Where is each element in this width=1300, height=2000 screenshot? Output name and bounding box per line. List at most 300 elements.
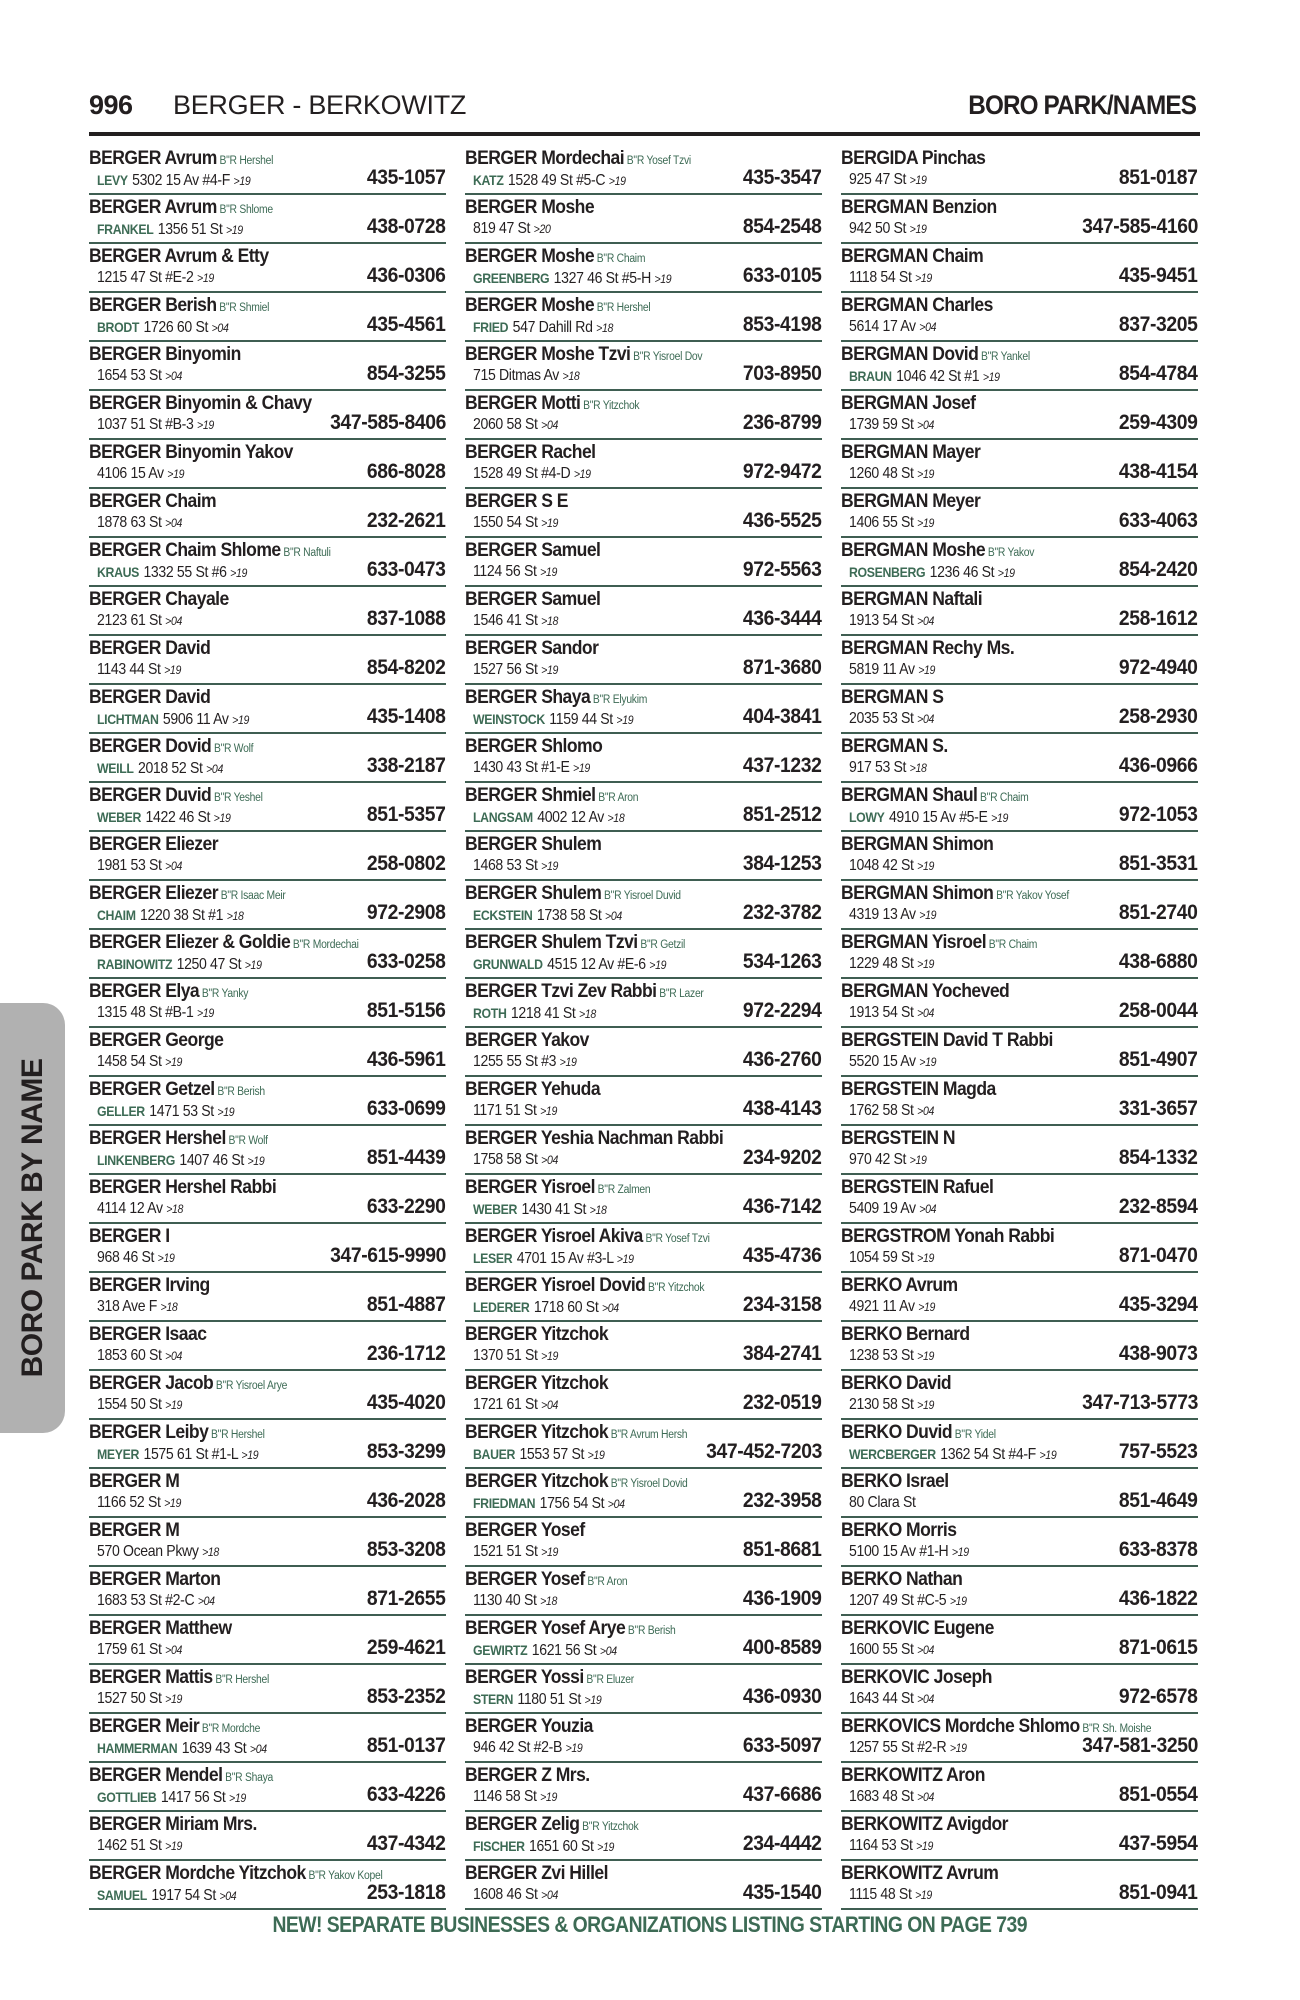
entry-zip-code: >18 xyxy=(562,369,580,383)
entry-address-line xyxy=(849,464,934,484)
page-header xyxy=(89,88,1200,136)
entry-father-name: B"R Yitzchok xyxy=(582,1821,639,1833)
entry-address: 2130 58 St xyxy=(849,1396,914,1413)
entry-zip-code: >19 xyxy=(247,1154,265,1168)
entry-zip-code: >19 xyxy=(213,811,231,825)
entry-given-name: Hershel Rabbi xyxy=(165,1176,277,1198)
entry-surname: BERGER xyxy=(89,588,161,610)
listing-entry xyxy=(841,783,1198,832)
entry-address-line xyxy=(473,709,633,730)
entry-name-line xyxy=(89,441,293,463)
entry-given-name: Rechy Ms. xyxy=(932,637,1015,659)
entry-surname: BERGER xyxy=(465,196,537,218)
entry-given-name: Sandor xyxy=(541,637,599,659)
entry-phone: 436-2028 xyxy=(367,1489,446,1512)
listing-entry xyxy=(465,146,822,195)
entry-phone: 436-1822 xyxy=(1119,1587,1198,1610)
entry-name-line xyxy=(465,539,600,561)
entry-phone: 438-9073 xyxy=(1119,1342,1198,1365)
listing-entry xyxy=(465,1322,822,1371)
entry-surname: BERGMAN xyxy=(841,980,928,1002)
entry-phone: 851-0137 xyxy=(367,1734,446,1757)
entry-surname: BERGER xyxy=(89,1617,161,1639)
entry-phone: 703-8950 xyxy=(743,362,822,385)
entry-father-name: B"R Aron xyxy=(598,792,639,804)
entry-address-line xyxy=(849,1052,936,1072)
listing-entry xyxy=(465,587,822,636)
entry-phone: 437-1232 xyxy=(743,754,822,777)
entry-name-line xyxy=(841,784,1028,809)
listing-entry xyxy=(841,832,1198,881)
entry-address-line xyxy=(849,660,935,680)
entry-zip-code: >04 xyxy=(917,712,935,726)
entry-zip-code: >19 xyxy=(917,516,935,530)
entry-address: 1218 41 St xyxy=(510,1005,576,1022)
entry-surname: BERGER xyxy=(89,1421,161,1443)
entry-maiden-name: LICHTMAN xyxy=(97,711,159,727)
entry-address: 1621 56 St xyxy=(531,1642,597,1659)
listing-entry xyxy=(89,783,446,832)
entry-name-line xyxy=(465,1470,688,1495)
listing-entry xyxy=(89,685,446,734)
entry-name-line xyxy=(465,1715,593,1737)
listing-entry xyxy=(89,636,446,685)
entry-phone: 853-3299 xyxy=(367,1440,446,1463)
entry-name-line xyxy=(89,1813,257,1835)
entry-name-line xyxy=(89,1470,179,1492)
entry-surname: BERGER xyxy=(465,539,537,561)
entry-address: 1430 43 St #1-E xyxy=(473,759,570,776)
entry-name-line xyxy=(841,343,1030,368)
entry-given-name: Chayale xyxy=(165,588,229,610)
entry-phone: 400-8589 xyxy=(743,1636,822,1659)
entry-phone: 851-2740 xyxy=(1119,901,1198,924)
entry-surname: BERGER xyxy=(89,1666,161,1688)
entry-given-name: S. xyxy=(932,735,948,757)
entry-name-line xyxy=(89,735,253,760)
entry-phone: 854-2548 xyxy=(743,215,822,238)
entry-address: 942 50 St xyxy=(849,220,907,237)
entry-address: 1528 49 St #5-C xyxy=(507,172,606,189)
entry-maiden-name: LINKENBERG xyxy=(97,1152,175,1168)
entry-zip-code: >19 xyxy=(587,1448,605,1462)
listing-entry xyxy=(89,734,446,783)
entry-phone: 871-0615 xyxy=(1119,1636,1198,1659)
entry-surname: BERGER xyxy=(89,392,161,414)
entry-given-name: Mordechai xyxy=(541,147,625,169)
entry-zip-code: >19 xyxy=(919,908,937,922)
entry-phone: 232-3782 xyxy=(743,901,822,924)
entry-surname: BERGER xyxy=(89,1323,161,1345)
entry-name-line xyxy=(841,1617,994,1639)
entry-name-line xyxy=(465,735,602,757)
entry-phone: 633-4063 xyxy=(1119,509,1198,532)
entry-surname: BERGMAN xyxy=(841,931,928,953)
entry-maiden-name: GELLER xyxy=(97,1103,145,1119)
entry-given-name: Yosef xyxy=(540,1568,585,1590)
entry-address: 1115 48 St xyxy=(849,1886,912,1903)
listing-entry xyxy=(89,1224,446,1273)
entry-name-line xyxy=(465,931,685,956)
entry-name-line xyxy=(841,245,983,267)
entry-address-line xyxy=(473,905,622,926)
listing-entry xyxy=(841,587,1198,636)
entry-address: 1118 54 St xyxy=(849,269,912,286)
entry-given-name: Naftali xyxy=(932,588,983,610)
entry-address: 1215 47 St #E-2 xyxy=(97,269,194,286)
entry-address-line xyxy=(473,1885,558,1905)
entry-name-line xyxy=(465,343,702,368)
entry-given-name: Joseph xyxy=(933,1666,992,1688)
entry-address: 1917 54 St xyxy=(151,1887,216,1904)
listing-entry xyxy=(89,1812,446,1861)
entry-zip-code: >19 xyxy=(982,370,1000,384)
entry-address: 1422 46 St xyxy=(145,809,211,826)
listing-entry xyxy=(465,685,822,734)
entry-father-name: B"R Chaim xyxy=(596,253,646,265)
entry-given-name: Mayer xyxy=(932,441,981,463)
listing-entry xyxy=(841,1616,1198,1665)
entry-address-line xyxy=(97,954,262,975)
entry-given-name: Yocheved xyxy=(931,980,1010,1002)
entry-name-line xyxy=(841,1274,958,1296)
entry-address: 1370 51 St xyxy=(473,1347,538,1364)
entry-phone: 435-1540 xyxy=(743,1881,822,1904)
entry-maiden-name: ROTH xyxy=(473,1005,507,1021)
entry-given-name: Meyer xyxy=(932,490,981,512)
entry-father-name: B"R Yosef Tzvi xyxy=(626,155,691,167)
entry-zip-code: >19 xyxy=(584,1693,602,1707)
listing-entry xyxy=(841,1028,1198,1077)
entry-name-line xyxy=(841,1764,985,1786)
listing-entry xyxy=(465,244,822,293)
listing-entry xyxy=(841,195,1198,244)
listing-entry xyxy=(465,1028,822,1077)
entry-phone: 232-0519 xyxy=(743,1391,822,1414)
entry-given-name: Rafuel xyxy=(942,1176,994,1198)
entry-given-name: Youzia xyxy=(540,1715,593,1737)
entry-name-line xyxy=(465,637,598,659)
entry-address-line xyxy=(473,758,590,778)
entry-address: 1143 44 St xyxy=(97,661,161,678)
entry-name-line xyxy=(841,1029,1053,1051)
listing-entry xyxy=(465,1175,822,1224)
entry-given-name: Samuel xyxy=(541,588,601,610)
entry-zip-code: >18 xyxy=(166,1202,184,1216)
entry-surname: BERGER xyxy=(465,1862,537,1884)
entry-address-line xyxy=(97,1297,177,1317)
entry-surname: BERGER xyxy=(465,343,537,365)
entry-given-name: Pinchas xyxy=(921,147,986,169)
listing-entry xyxy=(465,881,822,930)
entry-phone: 972-2908 xyxy=(367,901,446,924)
entry-father-name: B"R Wolf xyxy=(213,743,254,755)
entry-surname: BERGER xyxy=(465,931,537,953)
entry-surname: BERGER xyxy=(465,1225,537,1247)
listing-entry xyxy=(89,1077,446,1126)
listing-entry xyxy=(465,1812,822,1861)
entry-zip-code: >19 xyxy=(917,1349,935,1363)
entry-address: 5906 11 Av xyxy=(162,711,229,728)
entry-address-line xyxy=(849,219,927,239)
entry-father-name: B"R Yisroel Duvid xyxy=(604,890,681,902)
entry-address-line xyxy=(97,1346,182,1366)
entry-surname: BERGER xyxy=(89,784,161,806)
entry-surname: BERGMAN xyxy=(841,833,928,855)
entry-address-line xyxy=(849,317,936,337)
entry-phone: 436-5525 xyxy=(743,509,822,532)
entry-address-line xyxy=(473,1346,558,1366)
entry-zip-code: >19 xyxy=(616,1252,634,1266)
entry-name-line xyxy=(89,1372,287,1397)
entry-address: 5302 15 Av #4-F xyxy=(132,172,230,189)
listing-entry xyxy=(841,489,1198,538)
entry-address: 1878 63 St xyxy=(97,514,162,531)
side-tab-label: BORO PARK BY NAME xyxy=(15,1058,49,1378)
entry-zip-code: >04 xyxy=(249,1742,267,1756)
entry-name-line xyxy=(465,588,600,610)
entry-zip-code: >20 xyxy=(533,222,551,236)
entry-phone: 972-6578 xyxy=(1119,1685,1198,1708)
entry-surname: BERKOWITZ xyxy=(841,1862,943,1884)
entry-zip-code: >19 xyxy=(197,418,214,432)
entry-zip-code: >18 xyxy=(541,614,559,628)
entry-surname: BERGER xyxy=(465,980,537,1002)
entry-zip-code: >19 xyxy=(541,663,559,677)
entry-address-line xyxy=(97,513,182,533)
entry-maiden-name: FRIED xyxy=(473,319,509,335)
entry-name-line xyxy=(89,588,229,610)
entry-name-line xyxy=(89,1323,206,1345)
entry-address: 1257 55 St #2-R xyxy=(849,1739,947,1756)
entry-maiden-name: GRUNWALD xyxy=(473,956,543,972)
entry-zip-code: >19 xyxy=(230,566,247,580)
entry-address: 1164 53 St xyxy=(849,1837,913,1854)
entry-maiden-name: LEDERER xyxy=(473,1299,530,1315)
entry-zip-code: >04 xyxy=(919,1202,937,1216)
listing-entry xyxy=(841,1861,1198,1910)
entry-surname: BERGER xyxy=(465,882,537,904)
listing-entry xyxy=(89,881,446,930)
listing-entry xyxy=(841,1273,1198,1322)
entry-zip-code: >19 xyxy=(217,1105,235,1119)
entry-zip-code: >04 xyxy=(601,1301,619,1315)
listing-entry xyxy=(465,734,822,783)
entry-zip-code: >19 xyxy=(541,1545,559,1559)
entry-address-line xyxy=(473,317,613,338)
entry-address-line xyxy=(473,562,557,582)
entry-surname: BERGER xyxy=(465,1617,537,1639)
entry-surname: BERGER xyxy=(89,1813,161,1835)
listing-entry xyxy=(841,146,1198,195)
entry-address-line xyxy=(97,1689,182,1709)
entry-father-name: B"R Getzil xyxy=(640,939,686,951)
entry-name-line xyxy=(465,1421,687,1446)
entry-given-name: Yitzchok xyxy=(540,1470,609,1492)
entry-phone: 232-2621 xyxy=(367,509,446,532)
entry-name-line xyxy=(841,196,997,218)
entry-phone: 851-8681 xyxy=(743,1538,822,1561)
entry-address: 5409 19 Av xyxy=(849,1200,916,1217)
entry-address: 970 42 St xyxy=(849,1151,907,1168)
entry-surname: BERGER xyxy=(465,1421,537,1443)
listing-entry xyxy=(841,1812,1198,1861)
entry-address-line xyxy=(473,1101,557,1121)
entry-address: 1553 57 St xyxy=(519,1446,585,1463)
entry-zip-code: >04 xyxy=(165,614,183,628)
entry-maiden-name: WEBER xyxy=(97,809,142,825)
entry-name-line xyxy=(465,147,691,172)
entry-maiden-name: BRODT xyxy=(97,319,140,335)
entry-given-name: Moshe Tzvi xyxy=(541,343,631,365)
entry-phone: 851-5156 xyxy=(367,999,446,1022)
entry-given-name: Meir xyxy=(165,1715,200,1737)
entry-surname: BERGER xyxy=(89,1078,161,1100)
entry-given-name: Binyomin Yakov xyxy=(165,441,293,463)
entry-name-line xyxy=(841,294,993,316)
entry-zip-code: >04 xyxy=(599,1644,617,1658)
entry-address: 1332 55 St #6 xyxy=(143,564,227,581)
entry-name-line xyxy=(841,1078,996,1100)
entry-name-line xyxy=(841,588,982,610)
entry-given-name: Israel xyxy=(906,1470,949,1492)
entry-father-name: B"R Yitzchok xyxy=(583,400,640,412)
entry-address-line xyxy=(97,268,214,288)
entry-maiden-name: ECKSTEIN xyxy=(473,907,533,923)
entry-phone: 854-2420 xyxy=(1119,558,1198,581)
entry-address: 4515 12 Av #E-6 xyxy=(547,956,646,973)
entry-surname: BERGER xyxy=(89,1274,161,1296)
entry-phone: 854-3255 xyxy=(367,362,446,385)
entry-father-name: B"R Elyukim xyxy=(592,694,648,706)
entry-zip-code: >19 xyxy=(997,566,1015,580)
entry-address: 5520 15 Av xyxy=(849,1053,916,1070)
entry-address-line xyxy=(849,954,934,974)
entry-given-name: Shimon xyxy=(932,833,994,855)
entry-address-line xyxy=(97,415,214,435)
entry-address-line xyxy=(97,366,182,386)
entry-name-line xyxy=(89,1421,265,1446)
entry-address: 1521 51 St xyxy=(473,1543,538,1560)
entry-surname: BERKO xyxy=(841,1568,902,1590)
entry-address: 1758 58 St xyxy=(473,1151,538,1168)
entry-name-line xyxy=(465,1078,600,1100)
entry-surname: BERGER xyxy=(465,1715,537,1737)
entry-father-name: B"R Chaim xyxy=(980,792,1029,804)
entry-address-line xyxy=(849,513,934,533)
entry-father-name: B"R Yanky xyxy=(201,988,249,1000)
listing-entry xyxy=(89,1273,446,1322)
entry-maiden-name: LOWY xyxy=(849,809,885,825)
listing-entry xyxy=(841,1322,1198,1371)
entry-maiden-name: FRANKEL xyxy=(97,221,154,237)
listing-entry xyxy=(89,1028,446,1077)
entry-zip-code: >18 xyxy=(596,321,613,335)
entry-zip-code: >18 xyxy=(160,1300,178,1314)
entry-name-line xyxy=(465,392,639,417)
entry-phone: 435-3294 xyxy=(1119,1293,1198,1316)
entry-phone: 972-2294 xyxy=(743,999,822,1022)
entry-name-line xyxy=(841,1470,949,1492)
entry-address-line xyxy=(849,807,1008,828)
entry-zip-code: >19 xyxy=(918,1300,936,1314)
entry-phone: 435-1408 xyxy=(367,705,446,728)
entry-zip-code: >18 xyxy=(909,761,927,775)
listing-entry xyxy=(89,1518,446,1567)
entry-zip-code: >04 xyxy=(917,1790,935,1804)
entry-name-line xyxy=(465,1323,608,1345)
entry-phone: 338-2187 xyxy=(367,754,446,777)
entry-name-line xyxy=(89,833,218,855)
entry-surname: BERGER xyxy=(465,1127,537,1149)
entry-zip-code: >19 xyxy=(915,1888,932,1902)
entry-address: 1315 48 St #B-1 xyxy=(97,1004,194,1021)
entry-name-line xyxy=(465,980,704,1005)
listing-entry xyxy=(89,146,446,195)
entry-phone: 837-3205 xyxy=(1119,313,1198,336)
entry-address-line xyxy=(473,954,666,975)
entry-phone: 259-4621 xyxy=(367,1636,446,1659)
entry-given-name: David xyxy=(165,637,211,659)
entry-address-line xyxy=(97,1003,214,1023)
entry-phone: 438-4143 xyxy=(743,1097,822,1120)
entry-address: 1430 41 St xyxy=(521,1201,587,1218)
entry-zip-code: >19 xyxy=(232,713,249,727)
entry-name-line xyxy=(465,784,638,809)
entry-given-name: Eliezer xyxy=(165,882,218,904)
entry-address-line xyxy=(849,562,1015,583)
entry-name-line xyxy=(841,637,1014,659)
entry-maiden-name: BRAUN xyxy=(849,368,892,384)
entry-address-line xyxy=(473,1640,617,1661)
entry-address: 1608 46 St xyxy=(473,1886,538,1903)
entry-phone: 633-0699 xyxy=(367,1097,446,1120)
entry-given-name: Moshe xyxy=(541,245,595,267)
entry-address: 1683 53 St #2-C xyxy=(97,1592,195,1609)
entry-given-name: Duvid xyxy=(165,784,212,806)
entry-zip-code: >19 xyxy=(197,271,214,285)
listing-entry xyxy=(89,1371,446,1420)
entry-phone: 633-5097 xyxy=(743,1734,822,1757)
entry-surname: BERGSTROM xyxy=(841,1225,951,1247)
entry-phone: 234-4442 xyxy=(743,1832,822,1855)
entry-given-name: Yitzchok xyxy=(540,1421,609,1443)
listing-entry xyxy=(465,342,822,391)
entry-given-name: Z Mrs. xyxy=(541,1764,590,1786)
entry-address: 1683 48 St xyxy=(849,1788,914,1805)
entry-maiden-name: MEYER xyxy=(97,1446,140,1462)
entry-phone: 972-5563 xyxy=(743,558,822,581)
listing-entry xyxy=(89,489,446,538)
entry-address-line xyxy=(849,1346,934,1366)
entry-surname: BERGER xyxy=(465,833,537,855)
entry-phone: 633-4226 xyxy=(367,1783,446,1806)
entry-zip-code: >19 xyxy=(616,713,634,727)
entry-address: 946 42 St #2-B xyxy=(473,1739,563,1756)
entry-name-line xyxy=(841,735,948,757)
listing-entry xyxy=(841,1224,1198,1273)
entry-address-line xyxy=(473,807,624,828)
entry-surname: BERGSTEIN xyxy=(841,1029,939,1051)
entry-zip-code: >04 xyxy=(607,1497,625,1511)
entry-phone: 871-3680 xyxy=(743,656,822,679)
entry-zip-code: >04 xyxy=(917,614,935,628)
entry-given-name: Irving xyxy=(165,1274,210,1296)
entry-address: 1721 61 St xyxy=(473,1396,538,1413)
entry-phone: 258-2930 xyxy=(1119,705,1198,728)
entry-given-name: Duvid xyxy=(906,1421,953,1443)
listing-entry xyxy=(89,979,446,1028)
